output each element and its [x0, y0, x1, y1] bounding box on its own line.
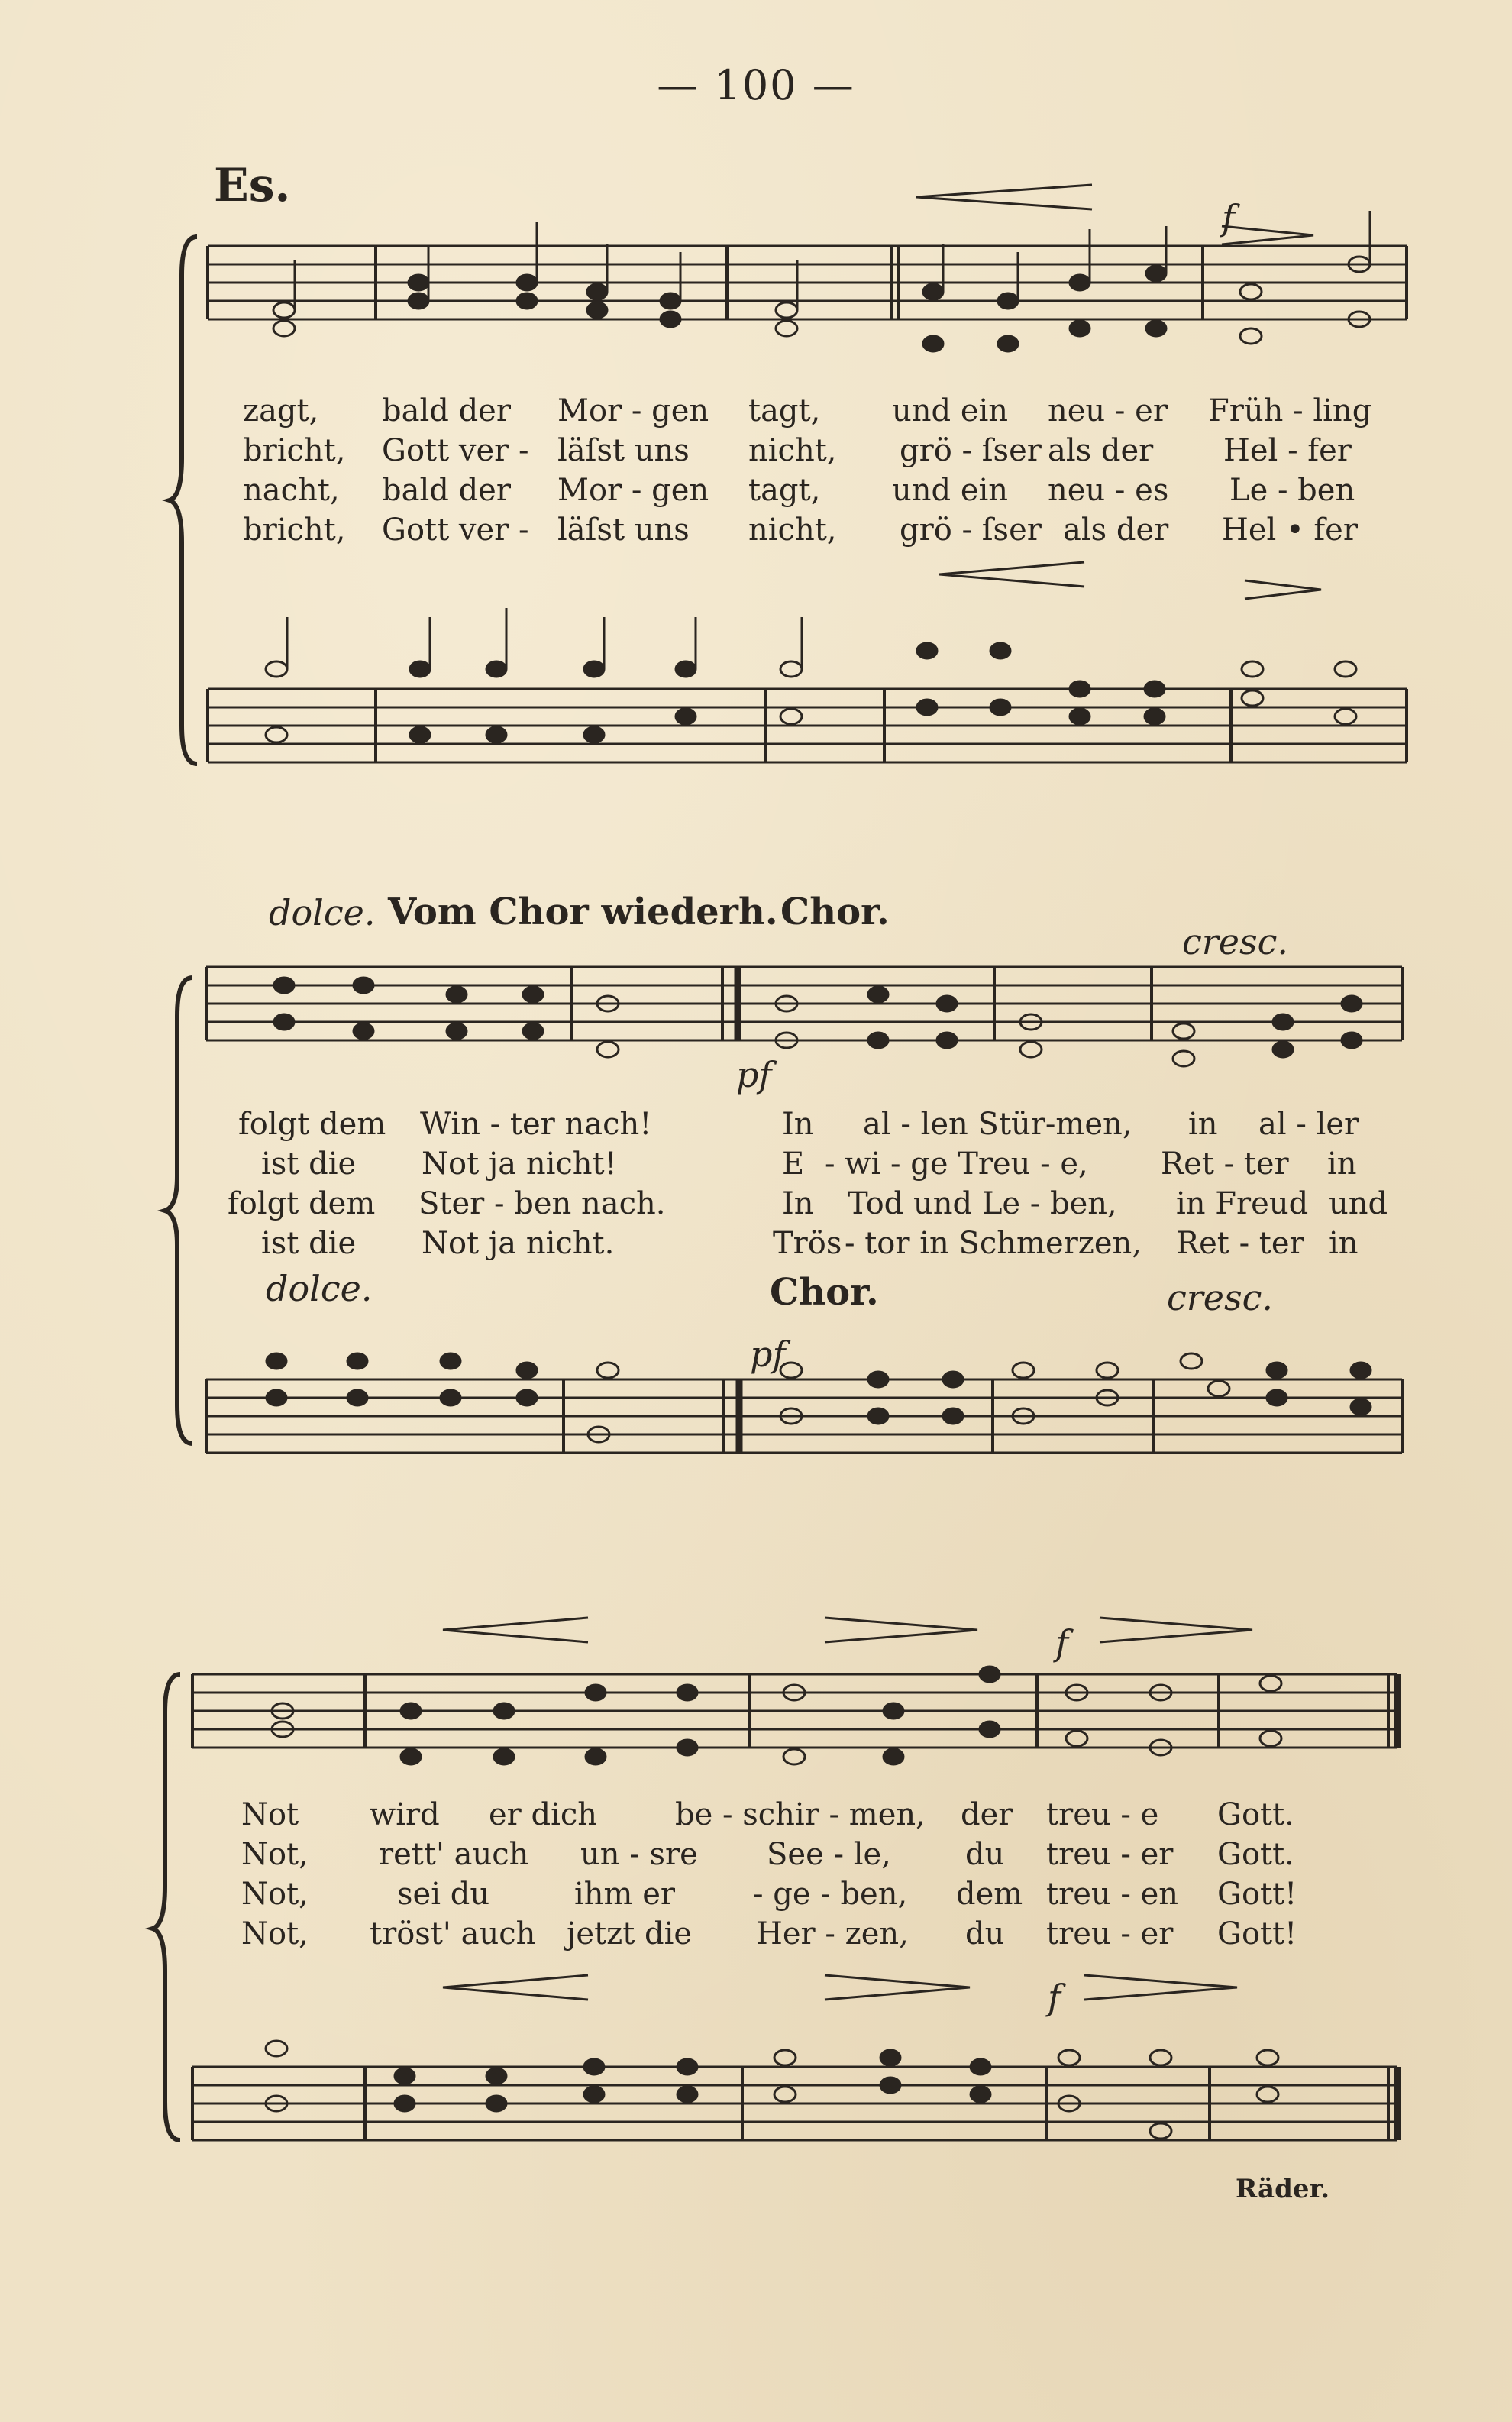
system-3-lyrics: [0, 1795, 1512, 1954]
lyric-syllable: - ge - ben,: [753, 1877, 908, 1912]
lyric-syllable: neu - er: [1048, 393, 1168, 428]
page-number: — 100 —: [657, 61, 855, 109]
lyric-syllable: Ret - ter: [1161, 1146, 1289, 1182]
lyric-syllable: dem: [956, 1877, 1023, 1912]
lyric-syllable: Her - zen,: [756, 1916, 909, 1952]
lyric-syllable: tagt,: [748, 473, 821, 508]
system-2-upper-staff: [206, 967, 1402, 1040]
lyric-syllable: Mor - gen: [557, 473, 709, 508]
lyric-syllable: Gott.: [1217, 1797, 1294, 1832]
lyrics-verse-2: [0, 1835, 1512, 1874]
lyrics-verse-3: [0, 1184, 1512, 1224]
lyric-syllable: Not,: [241, 1837, 309, 1872]
lyrics-verse-1: [0, 1104, 1512, 1144]
lyric-syllable: be - schir - men,: [675, 1797, 926, 1832]
lyric-syllable: bricht,: [243, 433, 346, 468]
lyric-syllable: du: [965, 1916, 1005, 1952]
lyric-syllable: und ein: [892, 473, 1009, 508]
lyric-syllable: Not: [241, 1797, 299, 1832]
lyric-syllable: sei du: [397, 1877, 490, 1912]
lyric-syllable: in: [1188, 1107, 1218, 1142]
lyric-syllable: Win - ter nach!: [420, 1107, 652, 1142]
system-2-lyrics: [0, 1104, 1512, 1263]
system-3-lower-staff: [192, 2067, 1397, 2140]
lyric-syllable: Gott!: [1217, 1916, 1297, 1952]
lyric-syllable: nicht,: [748, 513, 837, 548]
lyric-syllable: al - len Stür-men,: [863, 1107, 1132, 1142]
lyrics-verse-4: [0, 1224, 1512, 1263]
lyric-syllable: Gott ver -: [382, 513, 529, 548]
lyric-syllable: Hel • fer: [1222, 513, 1358, 548]
lyric-syllable: In: [782, 1107, 814, 1142]
key-label: Es.: [214, 159, 291, 212]
lyric-syllable: in: [1329, 1226, 1359, 1261]
lyric-syllable: nacht,: [243, 473, 340, 508]
lyric-syllable: treu - er: [1046, 1837, 1174, 1872]
lyric-syllable: un - sre: [580, 1837, 698, 1872]
dolce-mark-1: dolce.: [269, 892, 376, 933]
lyric-syllable: Not ja nicht!: [422, 1146, 617, 1182]
chor-direction-1: Chor.: [780, 891, 890, 933]
system-1-lyrics: [0, 391, 1512, 550]
composer-signature: Räder.: [1236, 2174, 1330, 2204]
lyric-syllable: Ret - ter: [1176, 1226, 1304, 1261]
lyric-syllable: treu - er: [1046, 1916, 1174, 1952]
forte-mark-1: f: [1222, 197, 1236, 238]
pf-mark-2: pf: [750, 1334, 786, 1375]
pf-mark-1: pf: [736, 1054, 772, 1095]
lyric-syllable: treu - e: [1046, 1797, 1159, 1832]
forte-mark-3: f: [1048, 1977, 1061, 2018]
lyric-syllable: Le - ben: [1229, 473, 1355, 508]
lyric-syllable: wird: [370, 1797, 440, 1832]
lyric-syllable: läſst uns: [557, 433, 690, 468]
lyric-syllable: Trös: [773, 1226, 842, 1261]
lyrics-verse-4: [0, 510, 1512, 550]
system-2-lower-staff: [206, 1379, 1402, 1453]
lyric-syllable: in: [1327, 1146, 1357, 1182]
lyric-syllable: er dich: [489, 1797, 598, 1832]
lyrics-verse-3: [0, 470, 1512, 510]
lyric-syllable: - tor in Schmerzen,: [845, 1226, 1142, 1261]
lyric-syllable: in Freud: [1176, 1186, 1309, 1221]
lyric-syllable: al - ler: [1258, 1107, 1359, 1142]
lyric-syllable: grö - ſser: [900, 433, 1042, 468]
system-1-lower-staff: [208, 689, 1407, 762]
lyrics-verse-1: [0, 391, 1512, 431]
lyric-syllable: als der: [1063, 513, 1169, 548]
lyrics-verse-2: [0, 431, 1512, 470]
system-1-upper-notes: [273, 211, 1370, 351]
system-1-lower-notes: [266, 608, 1356, 742]
system-3-lower-notes: [266, 2041, 1278, 2139]
lyric-syllable: Not,: [241, 1877, 309, 1912]
lyric-syllable: Tod und Le - ben,: [848, 1186, 1117, 1221]
lyric-syllable: Mor - gen: [557, 393, 709, 428]
lyric-syllable: Gott.: [1217, 1837, 1294, 1872]
lyrics-verse-2: [0, 1144, 1512, 1184]
lyric-syllable: ihm er: [574, 1877, 675, 1912]
lyric-syllable: bald der: [382, 393, 511, 428]
lyric-syllable: tröst' auch: [370, 1916, 536, 1952]
lyrics-verse-1: [0, 1795, 1512, 1835]
lyric-syllable: ist die: [261, 1146, 357, 1182]
lyric-syllable: bald der: [382, 473, 511, 508]
system-3-upper-notes: [272, 1667, 1281, 1764]
system-1-upper-staff: [208, 246, 1407, 319]
lyric-syllable: folgt dem: [238, 1107, 386, 1142]
lyric-syllable: der: [961, 1797, 1013, 1832]
lyric-syllable: Gott!: [1217, 1877, 1297, 1912]
chor-direction-2: Chor.: [770, 1271, 879, 1314]
lyric-syllable: Früh - ling: [1208, 393, 1372, 428]
lyric-syllable: als der: [1048, 433, 1154, 468]
lyric-syllable: rett' auch: [379, 1837, 529, 1872]
lyrics-verse-3: [0, 1874, 1512, 1914]
lyric-syllable: läſst uns: [557, 513, 690, 548]
lyric-syllable: neu - es: [1048, 473, 1169, 508]
cresc-mark-1: cresc.: [1182, 921, 1288, 962]
lyric-syllable: treu - en: [1046, 1877, 1179, 1912]
cresc-mark-2: cresc.: [1167, 1277, 1273, 1318]
forte-mark-2: f: [1055, 1622, 1069, 1664]
lyric-syllable: grö - ſser: [900, 513, 1042, 548]
lyric-syllable: und: [1329, 1186, 1388, 1221]
lyric-syllable: Not,: [241, 1916, 309, 1952]
lyric-syllable: bricht,: [243, 513, 346, 548]
lyric-syllable: In: [782, 1186, 814, 1221]
lyric-syllable: ist die: [261, 1226, 357, 1261]
lyric-syllable: - wi - ge Treu - e,: [825, 1146, 1088, 1182]
lyric-syllable: nicht,: [748, 433, 837, 468]
lyric-syllable: und ein: [892, 393, 1009, 428]
dolce-mark-2: dolce.: [266, 1268, 373, 1309]
lyrics-verse-4: [0, 1914, 1512, 1954]
lyric-syllable: See - le,: [767, 1837, 891, 1872]
lyric-syllable: Hel - fer: [1223, 433, 1352, 468]
vom-chor-direction: Vom Chor wiederh.: [388, 891, 778, 933]
lyric-syllable: E: [782, 1146, 805, 1182]
lyric-syllable: jetzt die: [567, 1916, 693, 1952]
lyric-syllable: Not ja nicht.: [422, 1226, 615, 1261]
lyric-syllable: tagt,: [748, 393, 821, 428]
lyric-syllable: Gott ver -: [382, 433, 529, 468]
lyric-syllable: folgt dem: [228, 1186, 376, 1221]
lyric-syllable: Ster - ben nach.: [418, 1186, 666, 1221]
lyric-syllable: zagt,: [243, 393, 319, 428]
lyric-syllable: du: [965, 1837, 1005, 1872]
